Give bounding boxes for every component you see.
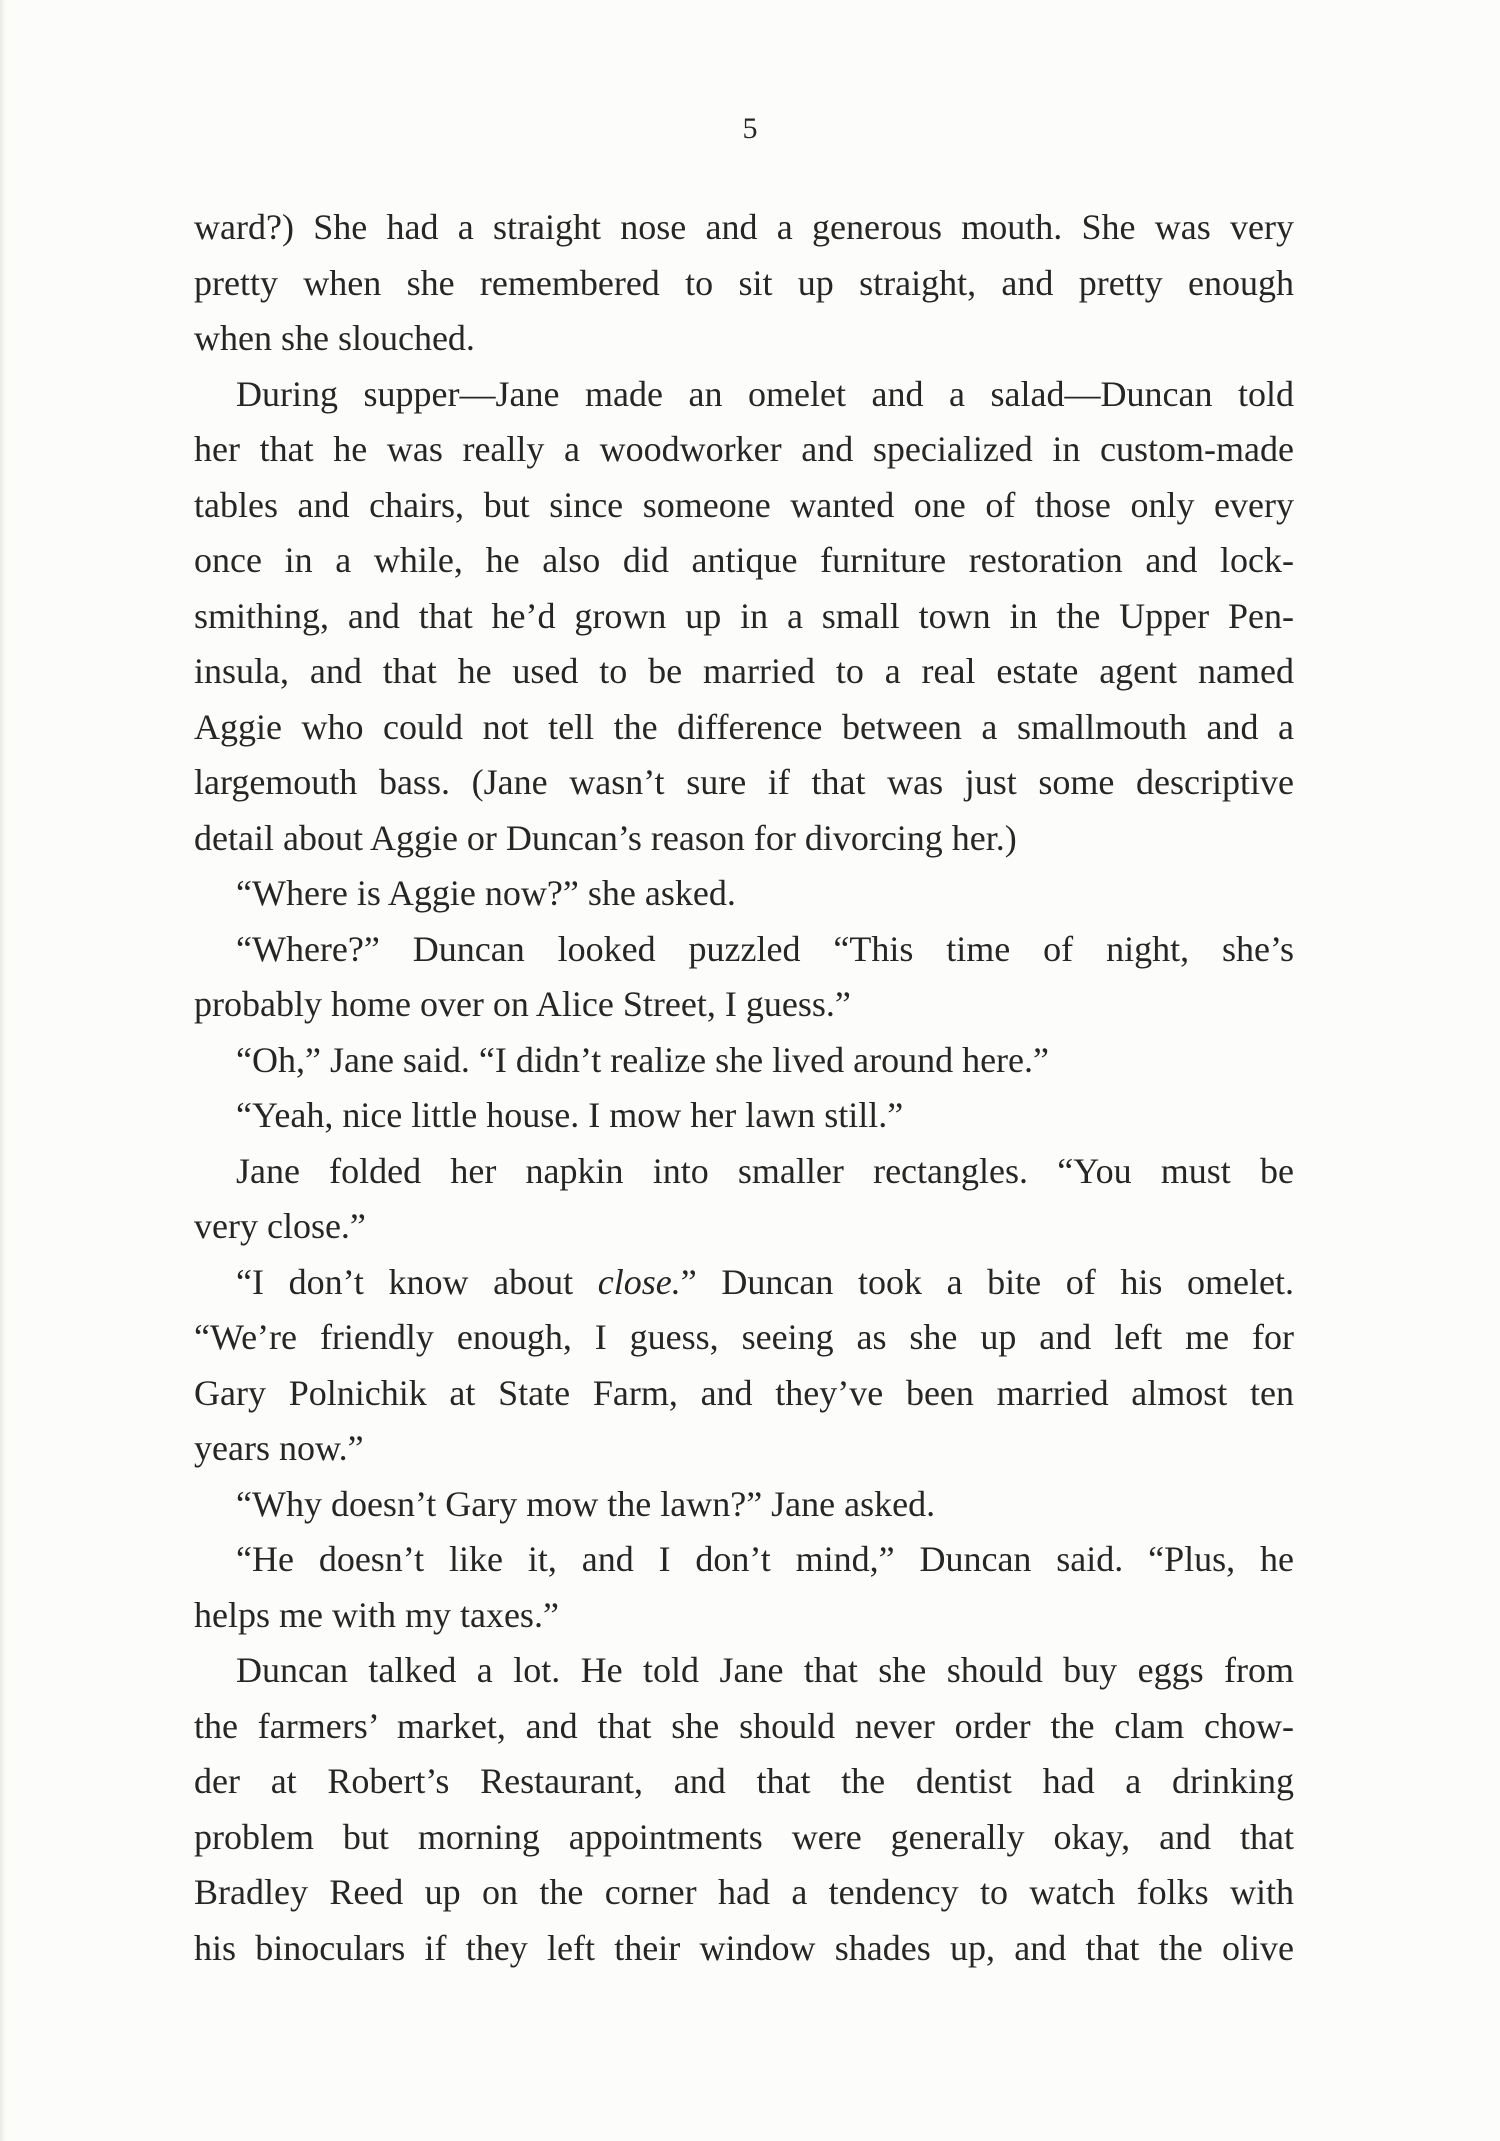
text-line: tables and chairs, but since someone wanted one of those only every bbox=[194, 484, 1294, 525]
text-line: the farmers’ market, and that she should never order the clam chow- bbox=[194, 1705, 1294, 1746]
text-line: “Where is Aggie now?” she asked. bbox=[236, 873, 736, 913]
text-line: “He doesn’t like it, and I don’t mind,” Duncan said. “Plus, he bbox=[236, 1539, 1294, 1579]
text-line: his binoculars if they left their window shades up, and that the olive bbox=[194, 1927, 1294, 1968]
italic-word: close. bbox=[597, 1261, 681, 1302]
text-line: “Oh,” Jane said. “I didn’t realize she lived around here.” bbox=[236, 1039, 1049, 1080]
text-line: Aggie who could not tell the difference between a smallmouth and a bbox=[194, 706, 1294, 747]
page-number: 5 bbox=[742, 112, 758, 145]
text-line: detail about Aggie or Duncan’s reason for divorcing her.) bbox=[194, 817, 1017, 858]
text-line: problem but morning appointments were generally okay, and that bbox=[194, 1816, 1294, 1857]
text-line: when she slouched. bbox=[194, 318, 475, 358]
text-line: probably home over on Alice Street, I guess.” bbox=[194, 984, 851, 1024]
text-line: largemouth bass. (Jane wasn’t sure if that was just some descriptive bbox=[194, 762, 1294, 802]
body-text bbox=[194, 200, 1294, 1976]
text-line: helps me with my taxes.” bbox=[194, 1594, 559, 1635]
text-line: Gary Polnichik at State Farm, and they’ve been married almost ten bbox=[194, 1372, 1294, 1413]
text-line bbox=[194, 1255, 1294, 1311]
text-line: der at Robert’s Restaurant, and that the dentist had a drinking bbox=[194, 1761, 1294, 1801]
text-line: insula, and that he used to be married to a real estate agent named bbox=[194, 651, 1294, 691]
text-line: Jane folded her napkin into smaller rectangles. “You must be bbox=[236, 1150, 1294, 1191]
text-line: Duncan talked a lot. He told Jane that she should buy eggs from bbox=[236, 1650, 1294, 1690]
text-line: “Why doesn’t Gary mow the lawn?” Jane asked. bbox=[236, 1483, 936, 1524]
text-line: During supper—Jane made an omelet and a salad—Duncan told bbox=[236, 373, 1294, 414]
text-span: “I don’t know about bbox=[236, 1261, 598, 1302]
text-line: ward?) She had a straight nose and a generous mouth. She was very bbox=[194, 207, 1294, 247]
text-line: “Yeah, nice little house. I mow her lawn still.” bbox=[236, 1095, 904, 1135]
text-line: her that he was really a woodworker and specialized in custom-made bbox=[194, 429, 1294, 469]
text-line: “We’re friendly enough, I guess, seeing as she up and left me for bbox=[194, 1317, 1294, 1357]
text-line: Bradley Reed up on the corner had a tendency to watch folks with bbox=[194, 1872, 1294, 1912]
text-line: smithing, and that he’d grown up in a small town in the Upper Pen- bbox=[194, 595, 1294, 636]
page-edge-shadow bbox=[0, 0, 6, 2141]
text-line: once in a while, he also did antique furniture restoration and lock- bbox=[194, 540, 1294, 580]
text-span: ” Duncan took a bite of his omelet. bbox=[680, 1261, 1294, 1302]
text-line: years now.” bbox=[194, 1428, 364, 1468]
text-line: very close.” bbox=[194, 1206, 366, 1246]
text-line: “Where?” Duncan looked puzzled “This time of night, she’s bbox=[236, 928, 1294, 969]
text-line: pretty when she remembered to sit up straight, and pretty enough bbox=[194, 262, 1294, 303]
